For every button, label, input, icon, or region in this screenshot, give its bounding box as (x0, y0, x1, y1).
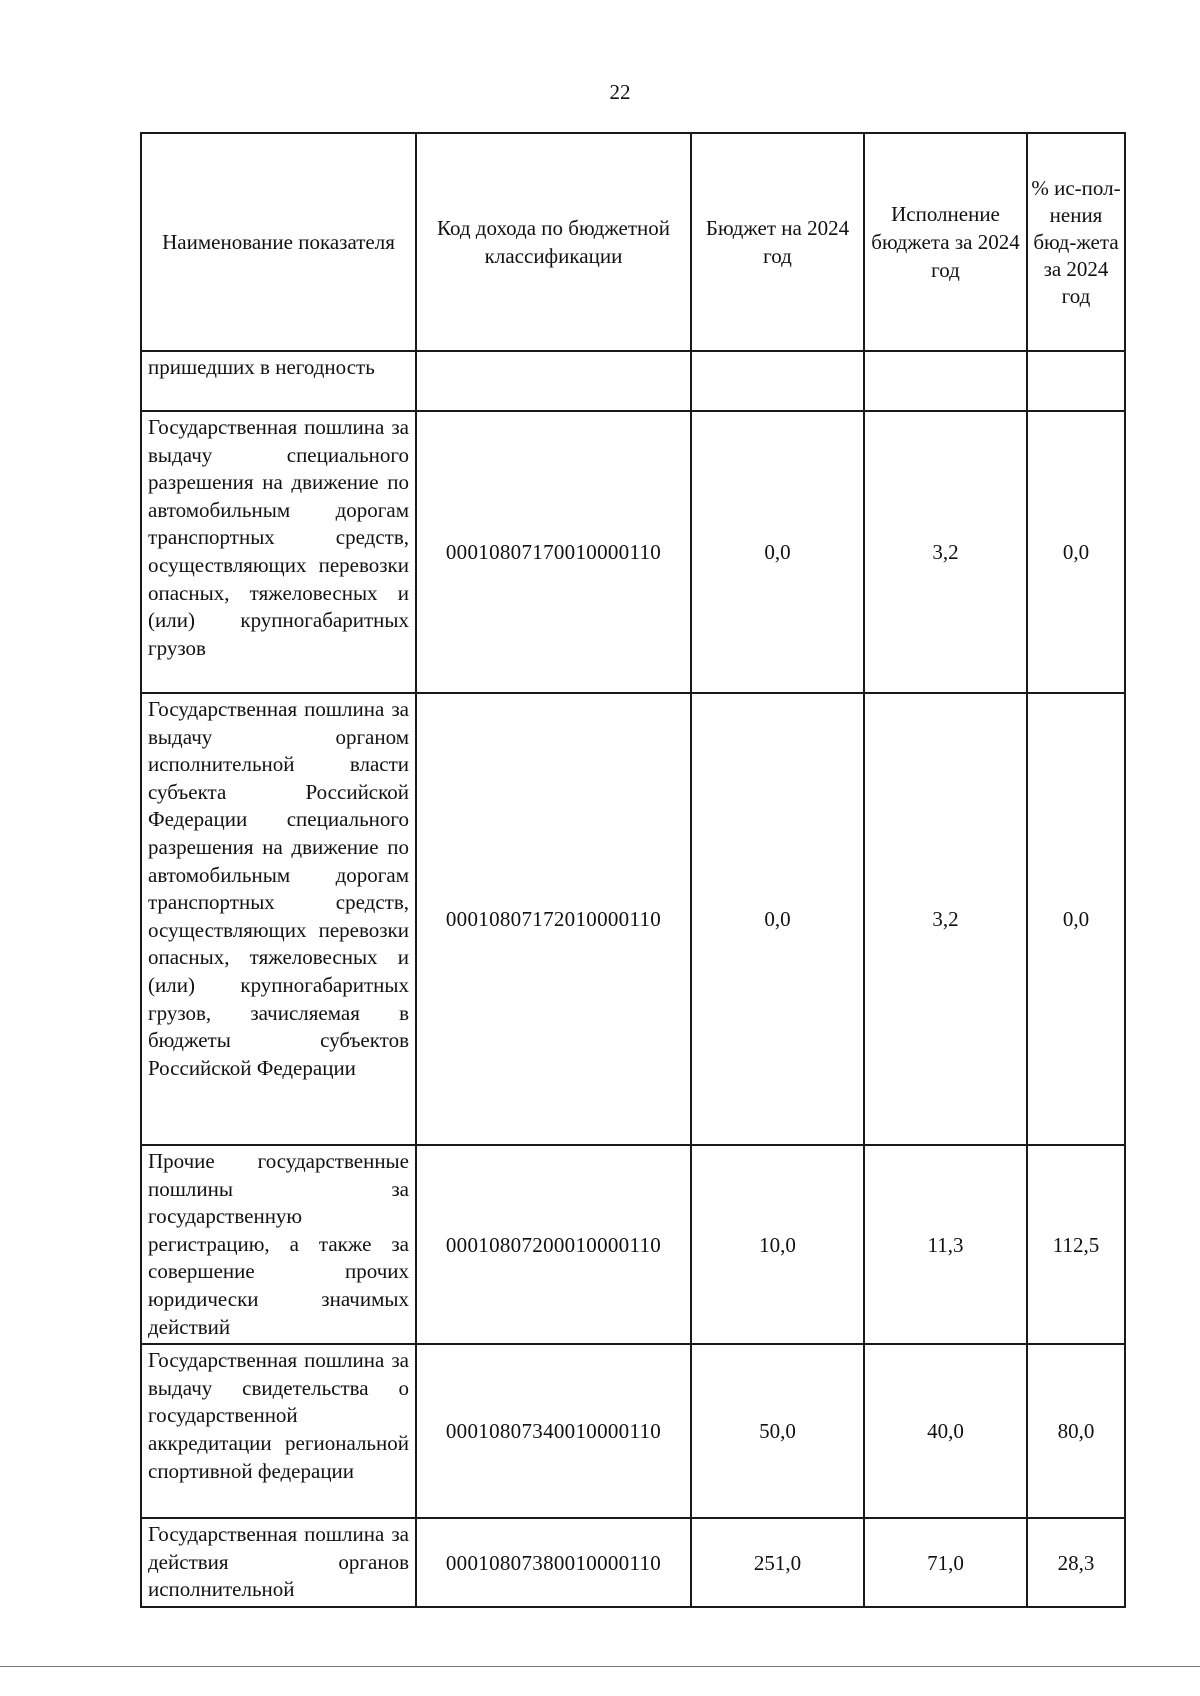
budget-execution-table (140, 132, 1126, 1608)
table-header-row (141, 133, 1125, 351)
row-execution: 3,2 (864, 693, 1027, 1145)
row-execution: 71,0 (864, 1518, 1027, 1607)
table-row (141, 693, 1125, 1145)
row-name: пришедших в негодность (141, 351, 416, 411)
row-percent (1027, 351, 1125, 411)
row-budget (691, 351, 864, 411)
row-name: Государственная пошлина за выдачу специального разрешения на движение по автомобильным дорогам транспортных средств, осуществляющих перевозки опасных, тяжеловесных и (или) крупногабаритных грузов (141, 411, 416, 693)
header-execution: Исполнение бюджета за 2024 год (864, 133, 1027, 351)
row-code (416, 351, 691, 411)
row-budget: 0,0 (691, 411, 864, 693)
table-row (141, 1518, 1125, 1607)
row-code: 00010807172010000110 (416, 693, 691, 1145)
header-code: Код дохода по бюджетной классификации (416, 133, 691, 351)
row-code: 00010807170010000110 (416, 411, 691, 693)
row-code: 00010807340010000110 (416, 1344, 691, 1518)
table-row (141, 1145, 1125, 1344)
row-budget: 251,0 (691, 1518, 864, 1607)
row-name: Государственная пошлина за выдачу свидетельства о государственной аккредитации региональной спортивной федерации (141, 1344, 416, 1518)
row-percent: 112,5 (1027, 1145, 1125, 1344)
header-name: Наименование показателя (141, 133, 416, 351)
row-execution (864, 351, 1027, 411)
row-budget: 10,0 (691, 1145, 864, 1344)
row-percent: 28,3 (1027, 1518, 1125, 1607)
row-name: Государственная пошлина за выдачу органом исполнительной власти субъекта Российской Федерации специального разрешения на движение по автомобильным дорогам транспортных средств, осуществляющих перевозки опасных, тяжеловесных и (или) крупногабаритных грузов, зачисляемая в бюджеты субъектов Российской Федерации (141, 693, 416, 1145)
table-row (141, 411, 1125, 693)
header-percent: % ис-пол-нения бюд-жета за 2024 год (1027, 133, 1125, 351)
row-percent: 80,0 (1027, 1344, 1125, 1518)
row-budget: 50,0 (691, 1344, 864, 1518)
row-execution: 40,0 (864, 1344, 1027, 1518)
row-execution: 11,3 (864, 1145, 1027, 1344)
table-row (141, 351, 1125, 411)
table-row (141, 1344, 1125, 1518)
row-execution: 3,2 (864, 411, 1027, 693)
page-bottom-rule (0, 1666, 1200, 1667)
row-code: 00010807200010000110 (416, 1145, 691, 1344)
row-name: Государственная пошлина за действия органов исполнительной (141, 1518, 416, 1607)
row-percent: 0,0 (1027, 411, 1125, 693)
row-name: Прочие государственные пошлины за государственную регистрацию, а также за совершение прочих юридически значимых действий (141, 1145, 416, 1344)
row-code: 00010807380010000110 (416, 1518, 691, 1607)
row-budget: 0,0 (691, 693, 864, 1145)
page-number: 22 (609, 80, 631, 104)
header-budget: Бюджет на 2024 год (691, 133, 864, 351)
row-percent: 0,0 (1027, 693, 1125, 1145)
